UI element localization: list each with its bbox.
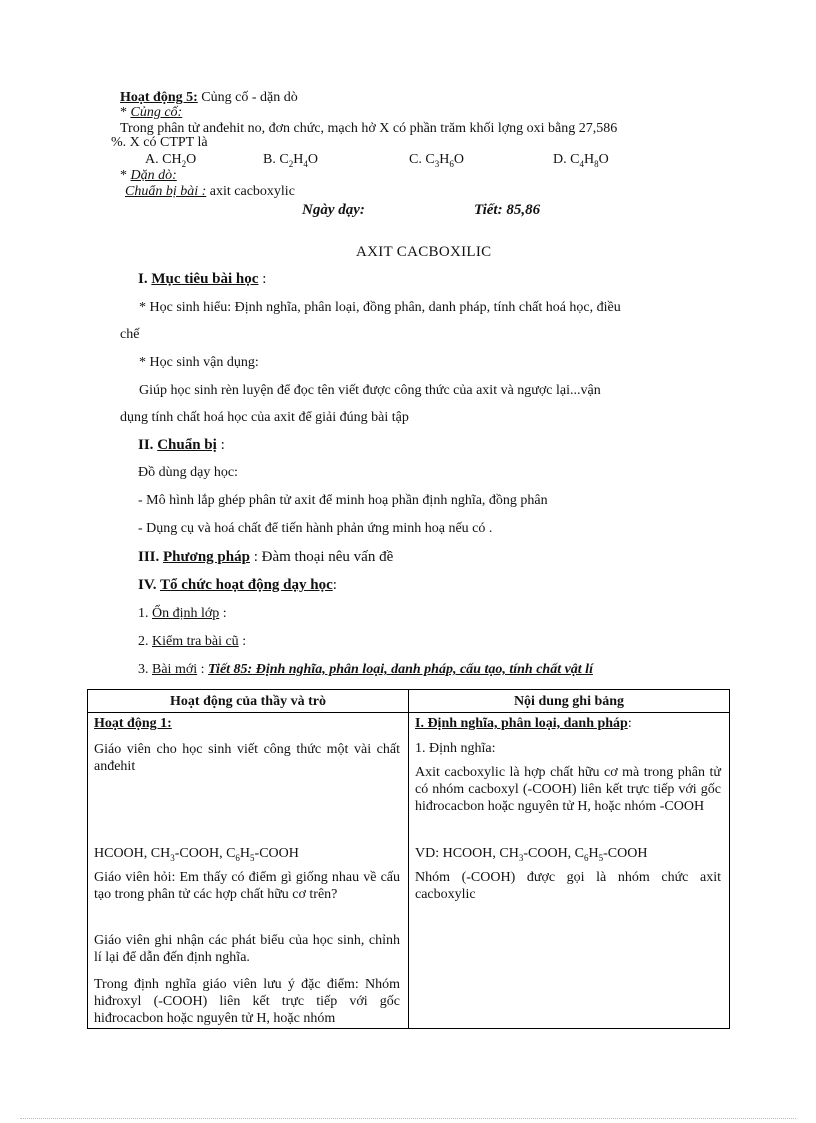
consolidate-line xyxy=(120,105,182,121)
section3-heading: III. Phương pháp : Đàm thoại nêu vấn đề xyxy=(138,549,394,565)
lesson-table xyxy=(87,689,730,1029)
tools-line: Đồ dùng dạy học: xyxy=(138,465,238,480)
step-1: 1. Ổn định lớp : xyxy=(138,606,227,621)
review-heading-text: Củng cố - dặn dò xyxy=(197,90,298,105)
prepare-text: axit cacboxylic xyxy=(206,184,295,199)
section2-heading: II. Chuẩn bị : xyxy=(138,437,225,453)
prepare-line xyxy=(125,184,295,200)
left-paragraph-4: Trong định nghĩa giáo viên lưu ý đặc điểm: Nhóm hiđroxyl (-COOH) liên kết trực tiếp với gốc hiđrocacbon hoặc nguyên tử H, hoặc nhóm xyxy=(94,977,400,1026)
homework-label: Dặn dò: xyxy=(130,168,177,183)
option-a: A. $CH_2O$ xyxy=(145,152,197,169)
tools-item-1: - Mô hình lắp ghép phân tử axit để minh hoạ phần định nghĩa, đồng phân xyxy=(138,493,548,508)
left-paragraph-1: Giáo viên cho học sinh viết công thức một vài chất anđehit xyxy=(94,742,400,774)
step-3: 3. Bài mới : Tiết 85: Định nghĩa, phân loại, danh pháp, cấu tạo, tính chất vật lí xyxy=(138,662,593,677)
date-label: Ngày dạy: xyxy=(302,202,365,218)
section1-heading: I. Mục tiêu bài học : xyxy=(138,271,267,287)
review-heading xyxy=(120,90,298,106)
apply-text-1: Giúp học sinh rèn luyện để đọc tên viết được công thức của axit và ngược lại...vận xyxy=(139,383,601,398)
period-label: Tiết: 85,86 xyxy=(474,202,541,218)
left-paragraph-2: Giáo viên hỏi: Em thấy có điểm gì giống nhau về cấu tạo trong phân tử các hợp chất hữu cơ trên? xyxy=(94,870,400,902)
apply-line: * Học sinh vận dụng: xyxy=(139,355,259,370)
right-heading: I. Định nghĩa, phân loại, danh pháp: xyxy=(415,716,632,731)
homework-line: * Dặn dò: xyxy=(120,168,177,183)
page-title: AXIT CACBOXILIC xyxy=(356,244,492,260)
understand-cont: chế xyxy=(120,327,140,342)
question-line-1: Trong phân tử anđehit no, đơn chức, mạch hở X có phần trăm khối lợng oxi bằng 27,586 xyxy=(120,121,618,136)
right-example: VD: HCOOH, $CH_3$-COOH, $C_6H_5$-COOH xyxy=(415,846,648,863)
tools-item-2: - Dụng cụ và hoá chất để tiến hành phản ứng minh hoạ nếu có . xyxy=(138,521,493,536)
prepare-label: Chuẩn bị bài : xyxy=(125,184,207,199)
left-formulas: HCOOH, $CH_3$-COOH, $C_6H_5$-COOH xyxy=(94,846,299,863)
header-divider xyxy=(88,712,729,713)
question-line-2: %. X có CTPT là xyxy=(111,135,208,150)
consolidate-label: Củng cố: xyxy=(130,105,183,120)
page-bottom-rule xyxy=(20,1118,796,1119)
left-paragraph-3: Giáo viên ghi nhận các phát biểu của học sinh, chỉnh lí lại để dẫn đến định nghĩa. xyxy=(94,933,400,965)
understand-line: * Học sinh hiểu: Định nghĩa, phân loại, đồng phân, danh pháp, tính chất hoá học, điều xyxy=(139,300,621,315)
apply-text-2: dụng tính chất hoá học của axit để giải đúng bài tập xyxy=(120,410,409,425)
section4-heading: IV. Tổ chức hoạt động dạy học: xyxy=(138,577,337,593)
right-subheading: 1. Định nghĩa: xyxy=(415,741,496,756)
review-heading-label: Hoạt động 5: xyxy=(120,90,198,105)
col-header-left: Hoạt động của thầy và trò xyxy=(170,694,326,709)
bullet-star: * xyxy=(120,105,131,120)
option-c: C. $C_3H_6O$ xyxy=(409,152,464,169)
option-d: D. $C_4H_8O$ xyxy=(553,152,609,169)
step-2: 2. Kiểm tra bài cũ : xyxy=(138,634,247,649)
option-b: B. $C_2H_4O$ xyxy=(263,152,318,169)
right-note: Nhóm (-COOH) được gọi là nhóm chức axit cacboxylic xyxy=(415,870,721,902)
col-header-right: Nội dung ghi bảng xyxy=(513,694,625,709)
column-divider xyxy=(408,690,409,1028)
activity-label: Hoạt động 1: xyxy=(94,716,172,731)
right-definition: Axit cacboxylic là hợp chất hữu cơ mà trong phân tử có nhóm cacboxyl (-COOH) liên kết trực tiếp với gốc hiđrocacbon hoặc nguyên tử H, hoặc nhóm -COOH xyxy=(415,765,721,814)
